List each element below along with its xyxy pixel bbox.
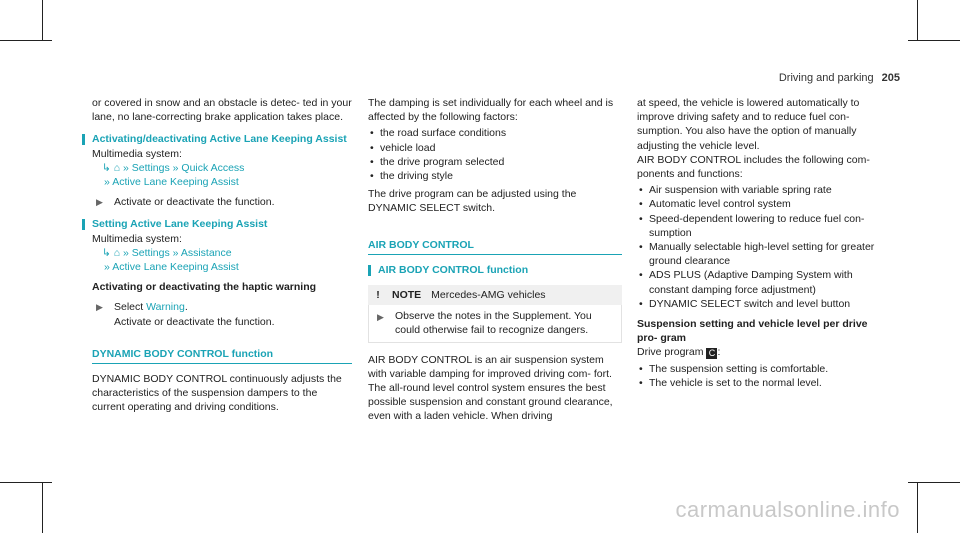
column-1 [92,96,352,415]
instruction-step: ▶ Select Warning. Activate or deactivate the function. [92,300,352,328]
section-heading: Activating/deactivating Active Lane Keeping Assist [92,132,352,146]
list-item: • The vehicle is set to the normal level. [637,376,889,390]
note-subtitle: Mercedes-AMG vehicles [431,289,546,302]
factor-list [368,126,622,183]
menu-item-assistance[interactable]: Assistance [180,246,232,259]
chevron-icon: » [172,246,179,259]
section-heading: AIR BODY CONTROL function [378,263,622,277]
list-item: • the drive program selected [368,155,622,169]
return-arrow-icon: ↳ [102,161,111,174]
menu-item-settings[interactable]: Settings [131,161,170,174]
crop-mark [908,482,960,483]
body-text: The damping is set individually for each wheel and is affected by the following factors: [368,97,614,124]
instruction-step: ▶ Activate or deactivate the function. [92,195,352,209]
chevron-icon: » [123,161,129,174]
home-icon[interactable]: ⌂ [113,161,121,174]
body-text: The drive program can be adjusted using the DYNAMIC SELECT switch. [368,188,577,215]
list-item: • The suspension setting is comfortable. [637,362,889,376]
list-item: • DYNAMIC SELECT switch and level button [637,297,889,311]
list-item: • Air suspension with variable spring rate [637,183,889,197]
section-title: Driving and parking [778,72,874,84]
note-body: ▶ Observe the notes in the Supplement. You could otherwise fail to recognize dangers. [368,305,622,342]
menu-path [92,246,352,260]
note-header [368,285,622,305]
intro-text: or covered in snow and an obstacle is detec- ted in your lane, no lane-correcting brake application takes place. [92,97,352,124]
list-item: • the road surface conditions [368,126,622,140]
menu-item-settings[interactable]: Settings [131,246,170,259]
watermark: carmanualsonline.info [675,497,900,522]
body-text: AIR BODY CONTROL is an air suspension system with variable damping for improved driving com- fort. The all-round level control system ensures the best possible suspension and constant ground clearance, even with a laden vehicle. When driving [368,353,613,423]
chevron-icon: » [123,246,129,259]
home-icon[interactable]: ⌂ [113,246,121,259]
list-item: • Manually selectable high-level setting for greater ground clearance [637,240,889,268]
page-header [779,72,900,84]
crop-mark [917,0,918,40]
subheading: Suspension setting and vehicle level per drive pro- gram [637,318,868,345]
chevron-icon: » [104,176,110,189]
section-heading: DYNAMIC BODY CONTROL function [92,347,352,364]
list-item: • the driving style [368,169,622,183]
exclamation-icon: ! [376,289,380,302]
system-label: Multimedia system: [92,147,182,160]
menu-item-warning[interactable]: Warning [146,301,185,314]
crop-mark [42,482,43,533]
menu-item-quick-access[interactable]: Quick Access [181,161,245,174]
note-box [368,285,622,343]
menu-item-alka[interactable]: Active Lane Keeping Assist [112,261,239,274]
crop-mark [0,40,52,41]
chevron-icon: » [172,161,179,174]
chevron-icon: » [104,261,110,274]
column-3 [637,96,889,394]
section-heading: AIR BODY CONTROL [368,238,622,255]
system-label: Multimedia system: [92,232,182,245]
body-text: DYNAMIC BODY CONTROL continuously adjusts the characteristics of the suspension dampers to the current operating and driving conditions. [92,373,342,414]
column-2 [368,96,622,424]
crop-mark [42,0,43,40]
step-text: Select [114,301,144,314]
step-text: Activate or deactivate the function. [114,315,275,328]
page-number: 205 [881,72,900,84]
list-item: • Speed-dependent lowering to reduce fuel con- sumption [637,212,889,240]
menu-item-alka[interactable]: Active Lane Keeping Assist [112,176,239,189]
menu-path [92,260,352,274]
body-text: at speed, the vehicle is lowered automatically to improve driving safety and to reduce fuel con- sumption. You also have the option of manually adjusting the vehicle level. [637,97,860,152]
crop-mark [908,40,960,41]
drive-program-label: Drive program [637,346,704,359]
list-item: • vehicle load [368,141,622,155]
note-title: NOTE [392,289,422,302]
menu-path [92,161,352,175]
body-text: AIR BODY CONTROL includes the following com- ponents and functions: [637,153,870,181]
list-item: • Automatic level control system [637,197,889,211]
subheading: Activating or deactivating the haptic warning [92,281,317,294]
return-arrow-icon: ↳ [102,246,111,259]
menu-path [92,175,352,189]
drive-program-c-icon: C [706,348,717,359]
list-item: • ADS PLUS (Adaptive Damping System with constant damping force adjustment) [637,268,889,296]
drive-program-line: Drive program C : [637,346,721,359]
component-list [637,183,889,311]
section-heading: Setting Active Lane Keeping Assist [92,217,352,231]
crop-mark [917,482,918,533]
crop-mark [0,482,52,483]
setting-list [637,362,889,390]
